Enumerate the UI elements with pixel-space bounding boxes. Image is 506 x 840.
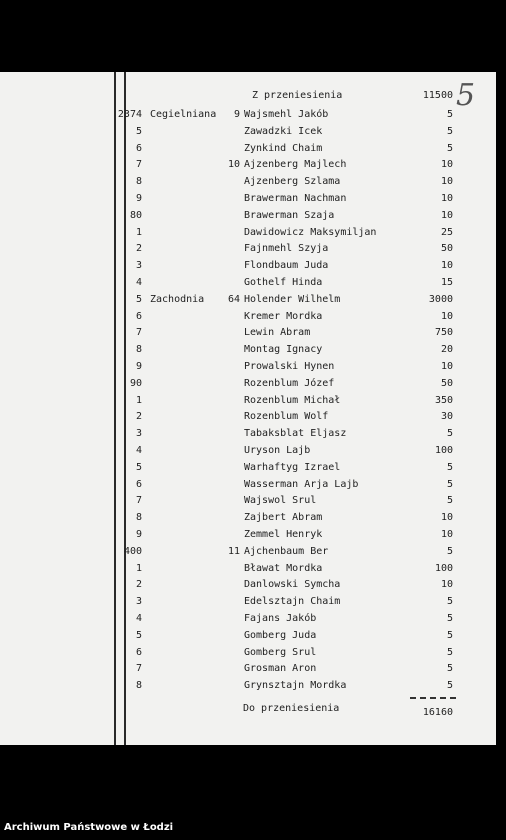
amount: 15 bbox=[440, 277, 453, 288]
amount: 5 bbox=[446, 478, 453, 490]
ledger-row bbox=[0, 426, 496, 442]
person-name: Montag Ignacy bbox=[244, 344, 323, 356]
entry-number: 7 bbox=[135, 495, 142, 507]
entry-number: 8 bbox=[135, 176, 142, 188]
ledger-row bbox=[0, 325, 496, 341]
entry-number: 6 bbox=[135, 646, 142, 658]
person-name: Edelsztajn Chaim bbox=[244, 596, 341, 608]
person-name: Dawidowicz Maksymiljan bbox=[244, 226, 377, 238]
entry-number: 2 bbox=[135, 243, 142, 255]
person-name: Gomberg Juda bbox=[244, 629, 317, 641]
ledger-row bbox=[0, 376, 496, 392]
ledger-row bbox=[0, 594, 496, 610]
amount: 5 bbox=[446, 461, 453, 473]
ledger-row bbox=[0, 477, 496, 493]
entry-number: 9 bbox=[135, 193, 142, 204]
entry-number: 8 bbox=[135, 512, 142, 524]
amount: 5 bbox=[446, 680, 453, 692]
amount: 5 bbox=[446, 109, 453, 120]
person-name: Uryson Lajb bbox=[244, 445, 311, 456]
person-name: Zemmel Henryk bbox=[244, 529, 323, 540]
entry-number: 5 bbox=[135, 125, 142, 137]
amount: 50 bbox=[440, 377, 453, 389]
ledger-row bbox=[0, 510, 496, 526]
person-name: Grynsztajn Mordka bbox=[244, 680, 347, 692]
sum-divider bbox=[410, 697, 456, 699]
ledger-row bbox=[0, 191, 496, 207]
person-name: Fajnmehl Szyja bbox=[244, 243, 329, 255]
amount: 30 bbox=[440, 411, 453, 423]
entry-number: 9 bbox=[135, 529, 142, 540]
ledger-row bbox=[0, 611, 496, 627]
carry-forward-label: Do przeniesienia bbox=[243, 703, 340, 714]
person-name: Gothelf Hinda bbox=[244, 277, 323, 288]
entry-number: 6 bbox=[135, 142, 142, 154]
entry-number: 1 bbox=[135, 562, 142, 574]
page-number-mark: 5 bbox=[456, 78, 476, 113]
ledger-row bbox=[0, 561, 496, 577]
entry-number: 3 bbox=[135, 596, 142, 608]
carried-over-label: Z przeniesienia bbox=[252, 90, 343, 101]
entry-number: 6 bbox=[135, 478, 142, 490]
amount: 10 bbox=[440, 176, 453, 188]
entry-number: 5 bbox=[135, 461, 142, 473]
ledger-row bbox=[0, 258, 496, 274]
amount: 10 bbox=[440, 361, 453, 372]
archive-label: Archiwum Państwowe w Łodzi bbox=[4, 822, 174, 833]
house-number: 64 bbox=[227, 293, 240, 305]
person-name: Ajzenberg Majlech bbox=[244, 159, 347, 171]
amount: 5 bbox=[446, 663, 453, 675]
person-name: Tabaksblat Eljasz bbox=[244, 428, 347, 440]
amount: 5 bbox=[446, 646, 453, 658]
person-name: Grosman Aron bbox=[244, 663, 317, 675]
person-name: Rozenblum Michał bbox=[244, 394, 341, 406]
document-page bbox=[0, 72, 496, 745]
amount: 10 bbox=[440, 209, 453, 221]
entry-number: 90 bbox=[129, 377, 142, 389]
person-name: Wajsmehl Jakób bbox=[244, 109, 329, 120]
house-number: 11 bbox=[227, 545, 240, 557]
person-name: Zynkind Chaim bbox=[244, 142, 323, 154]
ledger-row bbox=[0, 661, 496, 677]
ledger-row bbox=[0, 493, 496, 509]
amount: 20 bbox=[440, 344, 453, 356]
person-name: Brawerman Nachman bbox=[244, 193, 347, 204]
person-name: Lewin Abram bbox=[244, 327, 311, 339]
amount: 10 bbox=[440, 159, 453, 171]
person-name: Kremer Mordka bbox=[244, 310, 323, 322]
person-name: Zajbert Abram bbox=[244, 512, 323, 524]
street-name: Zachodnia bbox=[150, 293, 205, 305]
amount: 5 bbox=[446, 596, 453, 608]
ledger-row bbox=[0, 544, 496, 560]
amount: 5 bbox=[446, 428, 453, 440]
ledger-row bbox=[0, 359, 496, 375]
ledger-row bbox=[0, 292, 496, 308]
amount: 750 bbox=[434, 327, 453, 339]
amount: 50 bbox=[440, 243, 453, 255]
entry-number: 80 bbox=[129, 209, 142, 221]
entry-number: 6 bbox=[135, 310, 142, 322]
entry-number: 3 bbox=[135, 260, 142, 272]
ledger-row bbox=[0, 628, 496, 644]
amount: 10 bbox=[440, 529, 453, 540]
amount: 25 bbox=[440, 226, 453, 238]
ledger-row bbox=[0, 225, 496, 241]
ledger-row bbox=[0, 645, 496, 661]
entry-number: 2 bbox=[135, 579, 142, 591]
amount: 5 bbox=[446, 495, 453, 507]
amount: 10 bbox=[440, 310, 453, 322]
amount: 5 bbox=[446, 142, 453, 154]
entry-number: 3 bbox=[135, 428, 142, 440]
amount: 350 bbox=[434, 394, 453, 406]
ledger-row bbox=[0, 527, 496, 543]
person-name: Zawadzki Icek bbox=[244, 125, 323, 137]
ledger-row bbox=[0, 409, 496, 425]
ledger-row bbox=[0, 342, 496, 358]
entry-number: 400 bbox=[123, 545, 142, 557]
entry-number: 1 bbox=[135, 226, 142, 238]
person-name: Wasserman Arja Lajb bbox=[244, 478, 359, 490]
amount: 10 bbox=[440, 260, 453, 272]
person-name: Warhaftyg Izrael bbox=[244, 461, 341, 473]
amount: 100 bbox=[434, 562, 453, 574]
person-name: Bławat Mordka bbox=[244, 562, 323, 574]
amount: 5 bbox=[446, 545, 453, 557]
entry-number: 1 bbox=[135, 394, 142, 406]
entry-number: 4 bbox=[135, 277, 142, 288]
entry-number: 7 bbox=[135, 327, 142, 339]
amount: 10 bbox=[440, 579, 453, 591]
amount: 100 bbox=[434, 445, 453, 456]
entry-number: 5 bbox=[135, 629, 142, 641]
person-name: Brawerman Szaja bbox=[244, 209, 335, 221]
carry-forward-amount: 16160 bbox=[422, 707, 453, 718]
person-name: Rozenblum Wolf bbox=[244, 411, 329, 423]
ledger-row bbox=[0, 678, 496, 694]
ledger-row bbox=[0, 393, 496, 409]
person-name: Ajzenberg Szlama bbox=[244, 176, 341, 188]
amount: 3000 bbox=[428, 293, 453, 305]
ledger-row bbox=[0, 241, 496, 257]
person-name: Flondbaum Juda bbox=[244, 260, 329, 272]
ledger-row bbox=[0, 460, 496, 476]
house-number: 10 bbox=[227, 159, 240, 171]
entry-number: 7 bbox=[135, 663, 142, 675]
ledger-row bbox=[0, 275, 496, 291]
entry-number: 8 bbox=[135, 344, 142, 356]
person-name: Wajswol Srul bbox=[244, 495, 317, 507]
ledger-row bbox=[0, 124, 496, 140]
amount: 10 bbox=[440, 193, 453, 204]
entry-number: 7 bbox=[135, 159, 142, 171]
ledger-row bbox=[0, 577, 496, 593]
carried-over-amount: 11500 bbox=[422, 90, 453, 101]
person-name: Fajans Jakób bbox=[244, 613, 317, 624]
amount: 5 bbox=[446, 125, 453, 137]
person-name: Holender Wilhelm bbox=[244, 293, 341, 305]
entry-number: 2 bbox=[135, 411, 142, 423]
street-name: Cegielniana bbox=[150, 109, 217, 120]
ledger-row bbox=[0, 174, 496, 190]
ledger-row bbox=[0, 208, 496, 224]
entry-number: 4 bbox=[135, 613, 142, 624]
entry-number: 4 bbox=[135, 445, 142, 456]
person-name: Prowalski Hynen bbox=[244, 361, 335, 372]
person-name: Rozenblum Józef bbox=[244, 377, 335, 389]
house-number: 9 bbox=[233, 109, 240, 120]
entry-number: 9 bbox=[135, 361, 142, 372]
entry-number: 8 bbox=[135, 680, 142, 692]
amount: 5 bbox=[446, 613, 453, 624]
entry-number: 5 bbox=[135, 293, 142, 305]
ledger-row bbox=[0, 157, 496, 173]
person-name: Ajchenbaum Ber bbox=[244, 545, 329, 557]
entry-number: 2374 bbox=[117, 109, 142, 120]
ledger-row bbox=[0, 443, 496, 459]
amount: 10 bbox=[440, 512, 453, 524]
person-name: Danlowski Symcha bbox=[244, 579, 341, 591]
ledger-row bbox=[0, 309, 496, 325]
amount: 5 bbox=[446, 629, 453, 641]
person-name: Gomberg Srul bbox=[244, 646, 317, 658]
ledger-row bbox=[0, 107, 496, 123]
ledger-row bbox=[0, 141, 496, 157]
